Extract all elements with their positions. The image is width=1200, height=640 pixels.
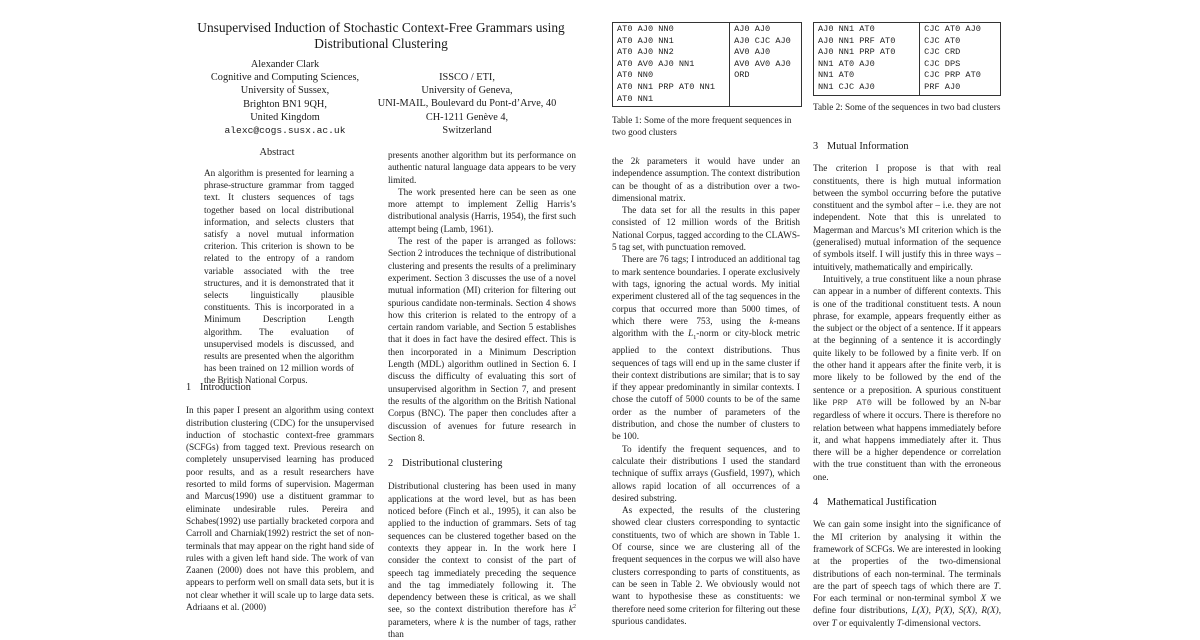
col4-p3-c: . For each terminal or non-terminal symbol bbox=[813, 580, 1001, 604]
table-1-left-row: AT0 AV0 AJ0 NN1 bbox=[617, 58, 695, 69]
table-2-left-row: NN1 CJC AJ0 bbox=[818, 81, 875, 92]
author-block-2 bbox=[372, 71, 562, 137]
col4-p2-code: PRP AT0 bbox=[832, 397, 872, 408]
col4-p3-t: T bbox=[993, 580, 999, 591]
col2-paragraph-1: presents another algorithm but its performance on authentic natural language data appears to be very limited. bbox=[388, 150, 576, 185]
col3-p3-l: L bbox=[688, 328, 694, 339]
col4-p3-e: we define four distributions, bbox=[813, 593, 1001, 616]
col4-p3-t3: T bbox=[896, 617, 902, 628]
table-1-left-row: AT0 NN0 bbox=[617, 70, 654, 81]
col3-p3-k: k bbox=[769, 315, 774, 326]
section-3-heading bbox=[813, 141, 1001, 153]
section-3-title: Mutual Information bbox=[827, 141, 909, 152]
col4-p3-x: X bbox=[980, 593, 987, 604]
col4-p2-a: Intuitively, a true constituent like a noun phrase can appear in a number of different contexts. This is one of the traditional constituent tests. A noun phrase, for example, appears frequently either as the subject or the object of a sentence. If it appears at the beginning of a sentence it is accordingly quite likely to be followed by a finite verb. If on the other hand it appears after the finite verb, it is more likely to be followed by the end of the sentence or a preposition. A spurious constituent like bbox=[813, 273, 1001, 407]
author2-affiliation-4: CH-1211 Genève 4, bbox=[425, 111, 509, 123]
col2-paragraph-3: The rest of the paper is arranged as follows: Section 2 introduces the technique of distributional clustering and presents the results of a preliminary experiment. Section 3 discusses the use of a novel mutual information (MI) criterion for filtering out spurious candidate non-terminals. Section 4 shows how this criterion is related to the entropy of a certain random variable, and Section 5 establishes that it does in fact have the desired effect. This is then incorporated in a Minimum Description Length (MDL) algorithm outlined in Section 6. I discuss the difficulty of evaluating this sort of unsupervised algorithm in Section 7, and present the results of the algorithm on the British National Corpus (BNC). The paper then concludes after a discussion of avenues for future research in Section 8. bbox=[388, 236, 576, 443]
title-line-2: Distributional Clustering bbox=[314, 35, 448, 51]
table-1-left-row: AT0 NN1 PRP AT0 NN1 bbox=[617, 81, 715, 92]
col3-p1-k: k bbox=[635, 156, 640, 166]
author-block-1 bbox=[205, 58, 365, 137]
table-2-right-row: CJC AT0 AJ0 bbox=[924, 24, 981, 34]
col4-p3-dists: L(X), P(X), S(X), R(X) bbox=[911, 605, 999, 616]
column-1 bbox=[186, 382, 374, 613]
section-4-number: 4 bbox=[813, 497, 819, 509]
table-2-left-cell bbox=[814, 23, 920, 96]
table-1-left-cell bbox=[613, 23, 730, 107]
table-1-right-row: AV0 AV0 AJ0 bbox=[734, 58, 791, 69]
p4-text-a: Distributional clustering has been used in many applications at the word level, but as has been noticed before (Finch et al., 1995), it can also be applied to the induction of grammars. Sets of tag sequences can be clustered together based on the contexts they appear in. In the work here I consider the context to consist of the part of speech tag immediately preceding the sequence and the tag immediately following it. The dependency between these is critical, as we shall see, so the context distribution therefore has bbox=[388, 481, 576, 615]
table-1-left-row: AT0 AJ0 NN1 bbox=[617, 35, 674, 46]
author-name: Alexander Clark bbox=[250, 59, 320, 70]
col4-p2-c: will be followed by an N-bar regardless of where it occurs. There is therefore no relation between what happens immediately before it, and what happens immediately after it. Thus there will be a higher dependence or correlation with the true constituent than with the erroneous one. bbox=[813, 396, 1001, 482]
col4-paragraph-1: The criterion I propose is that with real constituents, there is high mutual information between the symbol occurring before the putative constituent and the symbol after – i.e. they are not independent. Note that this is unrelated to Magerman and Marcus’s MI criterion which is the (generalised) mutual information of the sequence of symbols itself. I will justify this in three ways – intuitively, mathematically and empirically. bbox=[813, 163, 1001, 272]
col3-paragraph-4: To identify the frequent sequences, and to calculate their distributions I used the standard technique of suffix arrays (Gusfield, 1997), which allows rapid location of all occurrences of a desired substring. bbox=[612, 443, 800, 503]
col2-paragraph-2: The work presented here can be seen as one more attempt to implement Zellig Harris’s distributional analysis (Harris, 1954), the first such attempt being (Lamb, 1961). bbox=[388, 186, 576, 234]
author-email: alexc@cogs.susx.ac.uk bbox=[224, 125, 346, 137]
table-2-left-row: AJ0 NN1 PRF AT0 bbox=[818, 35, 896, 46]
table-1-right bbox=[734, 24, 797, 82]
table-1-right-row: AJ0 AJ0 bbox=[734, 24, 771, 34]
section-1-heading bbox=[186, 382, 374, 394]
column-3 bbox=[612, 155, 800, 627]
col4-p3-a: We can gain some insight into the significance of the MI criterion by analysing it within the framework of SCFGs. We are interested in looking at the properties of the two-dimensional distributions of each non-terminal. The terminals are the part of speech tags of which there are bbox=[813, 519, 1001, 591]
section-4-heading bbox=[813, 497, 1001, 509]
p4-exp: 2 bbox=[573, 604, 576, 611]
table-2-right-row: CJC PRP AT0 bbox=[924, 70, 981, 81]
col3-p1-c: parameters it would have under an independence assumption. The context distribution can be thought of as a distribution over a two-dimensional matrix. bbox=[612, 156, 800, 203]
col3-paragraph-1 bbox=[612, 155, 800, 204]
p4-text-d: parameters, where bbox=[388, 616, 460, 627]
table-2-right-row: CJC AT0 bbox=[924, 35, 961, 46]
col3-p3-a: There are 76 tags; I introduced an additional tag to mark sentence boundaries. I operate exclusively with tags, ignoring the actual words. My initial experiment clustered all of the tag sequences in the corpus that occurred more than 5000 times, of which there were 753, using the bbox=[612, 254, 800, 326]
table-2 bbox=[813, 22, 1001, 96]
table-2-right-row: CJC CRD bbox=[924, 47, 961, 58]
p4-k2: k bbox=[459, 616, 464, 627]
col3-paragraph-2: The data set for all the results in this paper consisted of 12 million words of the British National Corpus, tagged according to the CLAWS-5 tag set, with punctuation removed. bbox=[612, 205, 800, 253]
author2-affiliation-5: Switzerland bbox=[442, 124, 492, 136]
table-2-right bbox=[924, 24, 996, 94]
author1-affiliation-4: United Kingdom bbox=[250, 111, 320, 123]
section-1-number: 1 bbox=[186, 382, 192, 393]
table-1-right-row: ORD bbox=[734, 70, 750, 81]
col4-paragraph-3 bbox=[813, 518, 1001, 629]
section-4-title: Mathematical Justification bbox=[827, 497, 937, 509]
table-1-right-row: AJ0 CJC AJ0 bbox=[734, 35, 791, 46]
column-2 bbox=[388, 149, 576, 640]
table-2-left bbox=[818, 24, 915, 94]
col4-p3-k: -dimensional vectors. bbox=[901, 617, 981, 628]
col3-p3-c: -means algorithm with the bbox=[612, 315, 800, 339]
author2-affiliation-2: University of Geneva, bbox=[421, 85, 513, 97]
table-1-caption: Table 1: Some of the more frequent sequences in two good clusters bbox=[612, 115, 792, 137]
paper-title bbox=[187, 20, 575, 51]
title-line-1: Unsupervised Induction of Stochastic Context-Free Grammars using bbox=[197, 20, 565, 35]
author1-affiliation-2: University of Sussex, bbox=[240, 85, 330, 97]
abstract-text: An algorithm is presented for learning a phrase-structure grammar from tagged text. It clusters sequences of tags together based on local distributional information, and selects clusters that satisfy a novel mutual information criterion. This criterion is shown to be related to the entropy of a random variable associated with the tree structures, and it is demonstrated that it selects linguistically plausible constituents. This is incorporated in a Minimum Description Length algorithm. The evaluation of unsupervised models is discussed, and results are presented when the algorithm has been trained on 12 million words of the British National Corpus. bbox=[204, 168, 354, 386]
section-2-number: 2 bbox=[388, 458, 394, 470]
table-2-caption: Table 2: Some of the sequences in two bad clusters bbox=[813, 102, 1001, 112]
table-1 bbox=[612, 22, 802, 107]
section-2-heading bbox=[388, 458, 576, 470]
table-1-left-row: AT0 AJ0 NN2 bbox=[617, 47, 674, 58]
table-2-right-row: CJC DPS bbox=[924, 58, 961, 69]
abstract-heading: Abstract bbox=[259, 147, 295, 158]
table-2-left-row: NN1 AT0 bbox=[818, 70, 855, 81]
table-1-left-row: AT0 NN1 bbox=[617, 93, 654, 104]
col3-p1-a: the 2 bbox=[612, 156, 636, 166]
p4-k: k bbox=[568, 604, 573, 615]
col3-paragraph-5: As expected, the results of the clustering showed clear clusters corresponding to syntactic constituents, two of which are shown in Table 1. Of course, since we are clustering all of the frequent sequences in the corpus we will also have clusters corresponding to parts of constituents, as can be seen in Table 2. We obviously would not want to hypothesise these as constituents: we therefore need some criterion for filtering out these spurious candidates. bbox=[612, 505, 801, 626]
col2-paragraph-4 bbox=[388, 480, 576, 640]
col4-p3-g: , over bbox=[813, 605, 1001, 628]
table-1-left-row: AT0 AJ0 NN0 bbox=[617, 24, 674, 34]
table-2-left-row: AJ0 NN1 AT0 bbox=[818, 24, 875, 34]
table-2-left-row: AJ0 NN1 PRP AT0 bbox=[818, 47, 896, 58]
section-2-title: Distributional clustering bbox=[402, 458, 503, 470]
page-right bbox=[600, 0, 1200, 628]
table-2-right-row: PRF AJ0 bbox=[924, 81, 961, 92]
table-2-right-cell bbox=[920, 23, 1001, 96]
col4-p3-i: or equivalently bbox=[836, 617, 897, 628]
table-1-right-row: AV0 AJ0 bbox=[734, 47, 771, 58]
col3-paragraph-3 bbox=[612, 253, 800, 442]
p4-text-f: is the number of tags, rather than bbox=[388, 616, 577, 639]
author2-affiliation-3: UNI-MAIL, Boulevard du Pont-d’Arve, 40 bbox=[377, 98, 557, 110]
table-1-left bbox=[617, 24, 725, 105]
author2-affiliation-1: ISSCO / ETI, bbox=[439, 72, 495, 83]
col3-p3-sub: 1 bbox=[693, 334, 697, 341]
section-3-number: 3 bbox=[813, 141, 819, 152]
author1-affiliation-3: Brighton BN1 9QH, bbox=[243, 98, 327, 110]
table-1-right-cell bbox=[730, 23, 802, 107]
column-4 bbox=[813, 141, 1001, 629]
table-2-left-row: NN1 AT0 AJ0 bbox=[818, 58, 875, 69]
section-1-title: Introduction bbox=[200, 382, 251, 393]
intro-paragraph-1: In this paper I present an algorithm using context distribution clustering (CDC) for the unsupervised induction of stochastic context-free grammars (SCFGs) from tagged text. Previous research on completely unsupervised learning has produced poor results, and as a result researchers have resorted to mild forms of supervision. Magerman and Marcus(1990) use a distituent grammar to eliminate undesirable rules. Pereira and Schabes(1992) use partially bracketed corpora and Carroll and Charniak(1992) restrict the set of non-terminals that may appear on the right hand side of rules with a given left hand side. The work of van Zaanen (2000) does not have this problem, and appears to perform well on small data sets, but it is not clear whether it will scale up to large data sets. Adriaans et al. (2000) bbox=[186, 405, 374, 613]
author1-affiliation-1: Cognitive and Computing Sciences, bbox=[210, 72, 360, 84]
page-left bbox=[0, 0, 600, 639]
col3-p3-f: -norm or city-block metric applied to the context distributions. Thus sequences of tags will end up in the same cluster if their context distributions are similar; that is to say if they appear predominantly in similar contexts. I chose the cutoff of 5000 counts to be of the same order as the number of parameters of the distribution, and chose the number of clusters to be 100. bbox=[612, 328, 801, 442]
col4-paragraph-2 bbox=[813, 273, 1001, 483]
col4-p3-t2: T bbox=[831, 617, 837, 628]
